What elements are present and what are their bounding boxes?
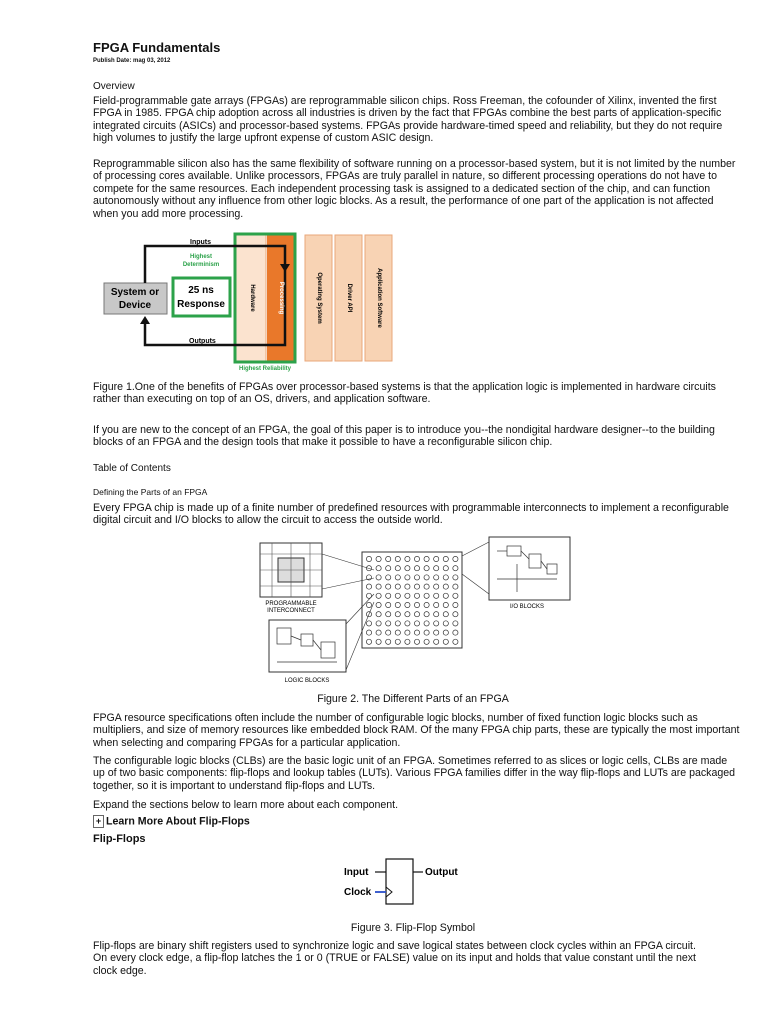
processing-label: Processing [278,281,284,315]
logic-blocks-label: LOGIC BLOCKS [284,678,330,684]
hardware-label: Hardware [249,284,255,312]
chip-grid-cell [395,602,400,607]
chip-grid-cell [414,630,419,635]
chip-grid-cell [414,593,419,598]
chip-grid-cell [443,612,448,617]
chip-grid-cell [395,566,400,571]
application-software-label: Application Software [376,268,382,328]
intro-paragraph: If you are new to the concept of an FPGA, the goal of this paper is to introduce you--the nondigital hardware designer--to the building blocks of an FPGA and the design tools that make it possible to have a reconfigurable silicon chip. [93,424,715,449]
section-heading-parts: Defining the Parts of an FPGA [93,487,208,497]
chip-grid-cell [386,593,391,598]
chip-grid-cell [443,584,448,589]
chip-grid-cell [386,566,391,571]
chip-grid-cell [414,566,419,571]
page-title: FPGA Fundamentals [93,40,221,55]
chip-grid-cell [366,630,371,635]
outputs-arrowhead [140,316,150,324]
chip-grid-cell [424,602,429,607]
chip-grid-cell [414,556,419,561]
chip-grid-cell [405,575,410,580]
response-label-line-2: Response [177,299,225,310]
figure-2-diagram [257,534,583,688]
learn-more-flip-flops-expander[interactable] [93,815,250,828]
publish-date: Publish Date: mag 03, 2012 [93,58,171,64]
chip-grid-cell [434,639,439,644]
chip-grid-cell [376,575,381,580]
chip-grid-cell [443,556,448,561]
output-label: Output [425,867,458,878]
chip-grid-cell [453,639,458,644]
figure-2-caption: Figure 2. The Different Parts of an FPGA [317,693,509,705]
chip-grid-cell [386,556,391,561]
chip-grid-cell [395,556,400,561]
chip-grid-cell [395,593,400,598]
chip-grid-cell [453,575,458,580]
chip-grid-cell [414,639,419,644]
chip-grid-cell [443,602,448,607]
chip-grid-cell [405,602,410,607]
chip-grid-cell [443,621,448,626]
figure-1-diagram [101,230,403,375]
system-label-line-1: System or [110,287,160,298]
input-label: Input [344,867,369,878]
chip-grid-cell [376,566,381,571]
highest-reliability-label: Highest Reliability [238,366,292,372]
chip-grid-cell [434,556,439,561]
response-box [173,278,230,316]
chip-grid-cell [453,556,458,561]
chip-grid-cell [376,639,381,644]
overview-heading: Overview [93,81,135,92]
body-paragraph-2: The configurable logic blocks (CLBs) are the basic logic unit of an FPGA. Sometimes referred to as slices or logic cells, CLBs are made up of two basic components: flip-flops and lookup tables (LUTs). Various FPGA families differ in the way flip-flops and LUTs are packaged together, so it is important to understand flip-flops and LUTs. [93,755,736,792]
chip-grid-cell [405,639,410,644]
chip-grid-cell [424,575,429,580]
chip-grid-cell [414,584,419,589]
chip-grid-cell [405,630,410,635]
expander-label[interactable]: Learn More About Flip-Flops [106,815,250,828]
chip-grid-cell [443,593,448,598]
chip-grid-cell [366,556,371,561]
chip-grid-cell [414,612,419,617]
chip-grid-cell [405,584,410,589]
chip-grid-cell [405,566,410,571]
chip-grid-cell [366,584,371,589]
overview-paragraph-2: Reprogrammable silicon also has the same flexibility of software running on a processor-based system, but it is not limited by the number of processing cores available. Unlike processors, FPGAs are truly parallel in nature, so different processing operations do not have to compete for the same resources. Each independent processing task is assigned to a dedicated section of the chip, and can function autonomously without any influence from other logic blocks. As a result, the performance of one part of the application is not affected when you add more processing. [93,158,736,220]
chip-grid-cell [395,612,400,617]
flip-flop-box [386,859,413,904]
chip-grid-cell [453,602,458,607]
chip-grid-cell [414,621,419,626]
chip-grid-cell [376,621,381,626]
io-blocks-label: I/O BLOCKS [509,604,545,610]
chip-grid-cell [434,630,439,635]
chip-grid-cell [453,612,458,617]
response-label-line-1: 25 ns [188,285,214,296]
figure-3-caption: Figure 3. Flip-Flop Symbol [350,922,476,934]
chip-grid-cell [366,602,371,607]
chip-grid-cell [414,602,419,607]
chip-grid-cell [434,621,439,626]
chip-grid-cell [395,621,400,626]
flip-flops-heading: Flip-Flops [93,833,146,845]
chip-grid-cell [376,593,381,598]
chip-grid-cell [443,566,448,571]
driver-api-label: Driver API [346,283,352,313]
body-paragraph-3: Expand the sections below to learn more about each component. [93,799,399,811]
programmable-label-line-2: INTERCONNECT [267,608,315,614]
chip-grid-cell [453,593,458,598]
chip-grid-cell [405,621,410,626]
chip-grid-cell [376,630,381,635]
overview-paragraph-1: Field-programmable gate arrays (FPGAs) are reprogrammable silicon chips. Ross Freeman, the cofounder of Xilinx, invented the first FPGA in 1985. FPGA chip adoption across all industries is driven by the fact that FPGAs combine the best parts of application-specific integrated circuits (ASICs) and processor-based systems. FPGAs provide hardware-timed speed and reliability, but they do not require high volumes to justify the large upfront expense of custom ASIC design. [93,95,723,145]
outputs-label: Outputs [189,338,216,345]
chip-grid-cell [434,612,439,617]
chip-grid-cell [405,593,410,598]
system-label-line-2: Device [118,300,152,311]
body-paragraph-1: FPGA resource specifications often include the number of configurable logic blocks, number of fixed function logic blocks such as multipliers, and size of memory resources like embedded block RAM. Of the many FPGA chip parts, these are typically the most important when selecting and comparing FPGAs for a particular application. [93,712,740,749]
chip-grid-cell [386,639,391,644]
chip-grid-cell [424,593,429,598]
chip-grid-cell [434,593,439,598]
chip-grid-cell [453,621,458,626]
chip-grid-cell [424,566,429,571]
chip-grid-cell [376,556,381,561]
expand-plus-icon[interactable]: + [93,815,104,828]
highest-determinism-line-2: Determinism [182,262,220,268]
chip-grid-cell [386,575,391,580]
section-parts-paragraph: Every FPGA chip is made up of a finite number of predefined resources with programmable interconnects to implement a reconfigurable digital circuit and I/O blocks to allow the circuit to access the outside world. [93,502,729,527]
chip-grid-cell [386,621,391,626]
table-of-contents-heading: Table of Contents [93,463,171,474]
chip-grid-cell [443,575,448,580]
chip-grid-cell [434,575,439,580]
chip-grid-cell [424,556,429,561]
chip-grid-cell [395,575,400,580]
highest-determinism-line-1: Highest [189,254,213,260]
chip-grid-cell [366,621,371,626]
chip-grid-cell [434,584,439,589]
chip-grid-cell [453,584,458,589]
chip-grid-cell [443,639,448,644]
chip-grid-cell [395,584,400,589]
chip-grid-cell [395,630,400,635]
figure-3-flip-flop-symbol [341,855,471,911]
chip-grid-cell [424,584,429,589]
chip-grid-cell [366,639,371,644]
inputs-label: Inputs [190,239,211,246]
chip-grid-cell [405,612,410,617]
chip-grid-cell [424,621,429,626]
chip-grid-cell [405,556,410,561]
chip-grid-cell [376,584,381,589]
clock-label: Clock [344,887,372,898]
chip-grid-cell [414,575,419,580]
chip-grid-cell [386,584,391,589]
io-blocks-detail [489,537,570,600]
chip-grid-cell [395,639,400,644]
chip-grid-cell [434,566,439,571]
flip-flops-paragraph: Flip-flops are binary shift registers used to synchronize logic and save logical states between clock cycles within an FPGA circuit. On every clock edge, a flip-flop latches the 1 or 0 (TRUE or FALSE) value on its input and holds that value constant until the next clock edge. [93,940,696,977]
chip-grid-cell [453,630,458,635]
chip-grid-cell [386,612,391,617]
chip-grid-cell [386,602,391,607]
operating-system-label: Operating System [316,272,322,324]
programmable-label-line-1: PROGRAMMABLE [265,601,317,607]
chip-grid-cell [443,630,448,635]
chip-grid-cell [434,602,439,607]
chip-grid-cell [453,566,458,571]
chip-grid-cell [424,612,429,617]
chip-grid-cell [376,612,381,617]
chip-grid-cell [424,639,429,644]
chip-grid-cell [424,630,429,635]
figure-1-caption: Figure 1.One of the benefits of FPGAs over processor-based systems is that the application logic is implemented in hardware circuits rather than executing on top of an OS, drivers, and application software. [93,381,716,406]
chip-grid-cell [386,630,391,635]
chip-grid-cell [376,602,381,607]
